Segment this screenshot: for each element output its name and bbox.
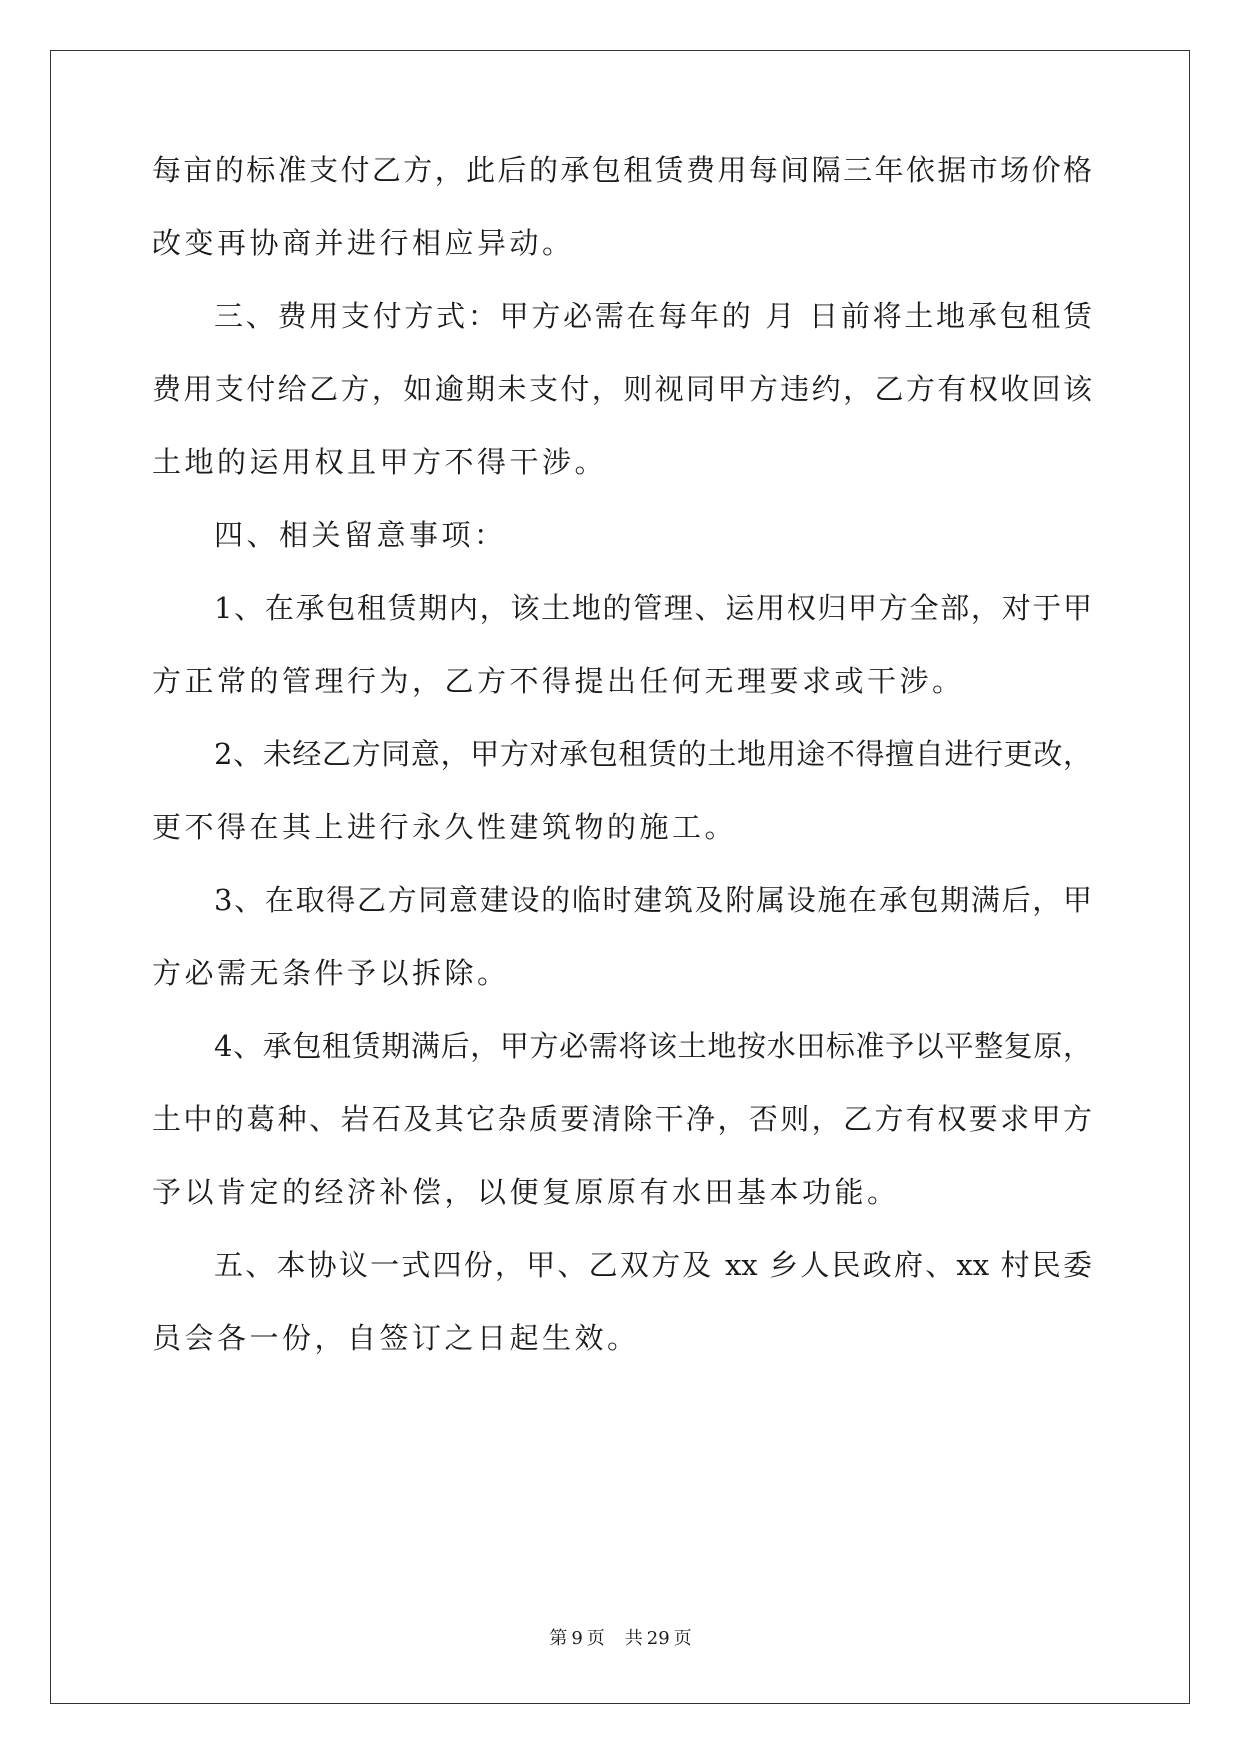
text-line: 三、费用支付方式：甲方必需在每年的 月 日前将土地承包租赁 <box>214 299 1092 333</box>
text-line: 予以肯定的经济补偿，以便复原原有水田基本功能。 <box>152 1175 900 1209</box>
text-line: 1、在承包租赁期内，该土地的管理、运用权归甲方全部，对于甲 <box>214 591 1092 625</box>
text-line: 改变再协商并进行相应异动。 <box>152 226 575 260</box>
text-line: 土中的葛种、岩石及其它杂质要清除干净，否则，乙方有权要求甲方 <box>152 1102 1092 1136</box>
text-line: 4、承包租赁期满后，甲方必需将该土地按水田标准予以平整复原， <box>214 1029 1092 1063</box>
text-line: 土地的运用权且甲方不得干涉。 <box>152 445 608 479</box>
text-line: 方正常的管理行为，乙方不得提出任何无理要求或干涉。 <box>152 664 965 698</box>
page-suffix: 页 <box>586 1628 605 1649</box>
text-line: 员会各一份，自签订之日起生效。 <box>152 1321 640 1355</box>
text-line: 五、本协议一式四份，甲、乙双方及 xx 乡人民政府、xx 村民委 <box>214 1248 1092 1282</box>
text-line: 更不得在其上进行永久性建筑物的施工。 <box>152 810 738 844</box>
text-line: 费用支付给乙方，如逾期未支付，则视同甲方违约，乙方有权收回该 <box>152 372 1092 406</box>
text-line: 3、在取得乙方同意建设的临时建筑及附属设施在承包期满后，甲 <box>214 883 1092 917</box>
section-heading: 四、相关留意事项： <box>214 518 507 552</box>
text-line: 每亩的标准支付乙方，此后的承包租赁费用每间隔三年依据市场价格 <box>152 153 1092 187</box>
total-prefix: 共 <box>624 1628 643 1649</box>
page-prefix: 第 <box>549 1628 568 1649</box>
text-line: 2、未经乙方同意，甲方对承包租赁的土地用途不得擅自进行更改， <box>214 737 1092 771</box>
total-pages: 29 <box>646 1628 670 1649</box>
total-suffix: 页 <box>673 1628 692 1649</box>
page-number: 9 <box>571 1628 583 1649</box>
page-footer <box>0 1624 1241 1650</box>
text-line: 方必需无条件予以拆除。 <box>152 956 510 990</box>
